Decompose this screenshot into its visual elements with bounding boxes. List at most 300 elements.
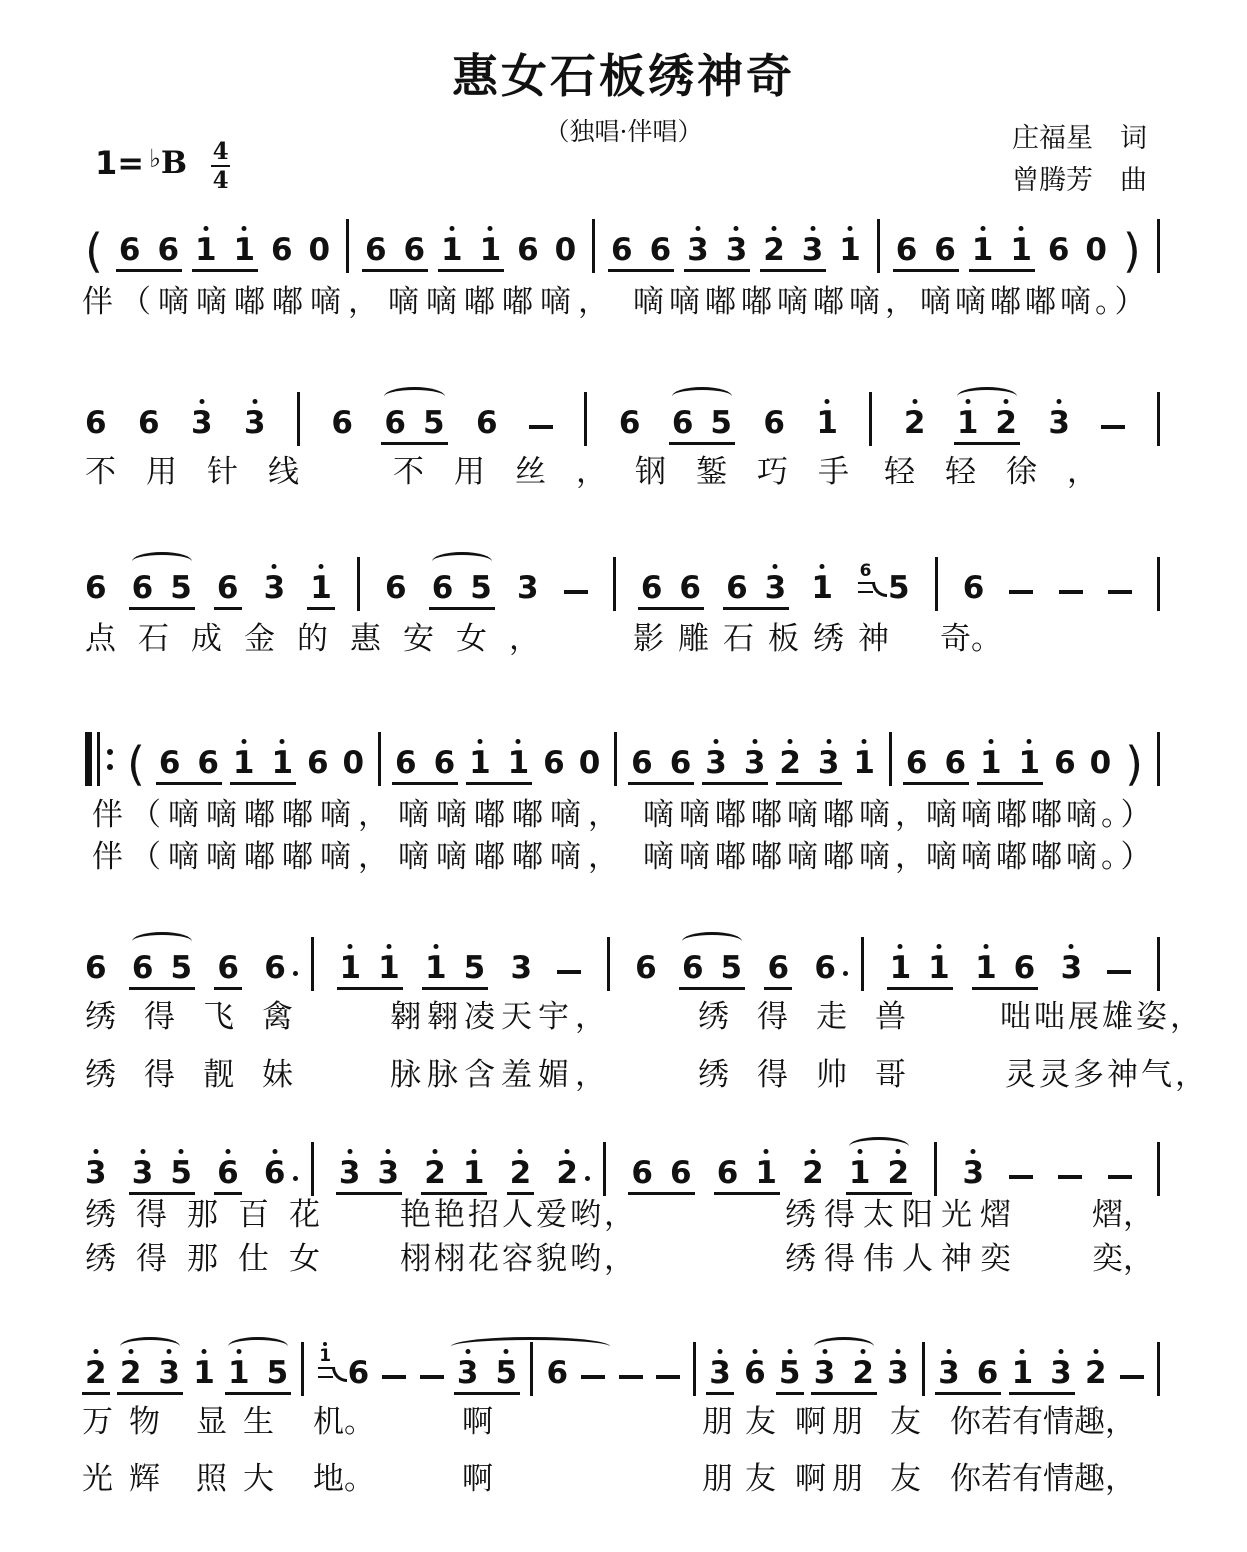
note-digit bbox=[743, 745, 766, 781]
octave-dot bbox=[433, 1149, 438, 1154]
song-title: 惠女石板绣神奇 bbox=[452, 49, 795, 103]
underline-slot bbox=[1012, 1389, 1072, 1396]
group-digits bbox=[640, 570, 701, 606]
octave-dot bbox=[93, 1149, 98, 1154]
digit: 3 bbox=[131, 1155, 154, 1191]
digit: 2 bbox=[763, 232, 785, 268]
time-unit: 4 bbox=[212, 167, 229, 194]
lyric-segment: 绣得那百花 bbox=[85, 1197, 340, 1233]
digit: 6 bbox=[394, 745, 417, 781]
group-digits bbox=[971, 232, 1032, 268]
digit: 3 bbox=[1050, 1355, 1072, 1391]
group-digits bbox=[687, 232, 748, 268]
note-digit bbox=[1047, 232, 1070, 268]
note bbox=[778, 1355, 801, 1396]
digit: 1 bbox=[232, 745, 255, 781]
digit: 6 bbox=[217, 1155, 239, 1191]
underline-slot bbox=[132, 984, 192, 991]
beam-underline bbox=[608, 269, 674, 272]
beam-group bbox=[779, 745, 840, 786]
lyric-segment: 友 bbox=[890, 1461, 921, 1497]
underline-slot bbox=[849, 1189, 909, 1196]
digit: 6 bbox=[271, 232, 293, 268]
underline-slot bbox=[469, 779, 529, 786]
note-digit bbox=[138, 405, 160, 441]
note-digit bbox=[720, 950, 743, 986]
digit: 6 bbox=[131, 950, 154, 986]
note bbox=[1060, 950, 1083, 991]
lyric-segment: 照大 bbox=[196, 1461, 290, 1497]
eighth-underline bbox=[706, 1392, 734, 1395]
grace-double-underline bbox=[318, 1367, 333, 1378]
underline-slot bbox=[264, 984, 286, 991]
octave-dot bbox=[1019, 226, 1024, 231]
digit: 6 bbox=[433, 745, 456, 781]
grace-double-underline bbox=[858, 582, 873, 593]
underline-slot bbox=[395, 779, 455, 786]
digit: 2 bbox=[119, 1355, 142, 1391]
lyric-segment: 啊 bbox=[462, 1461, 493, 1497]
lyric-segment: 绣得那仕女 bbox=[85, 1241, 340, 1277]
digit: 1 bbox=[271, 745, 294, 781]
lyric-segment: 绣得靓妹 bbox=[85, 1057, 321, 1093]
octave-dot bbox=[504, 1349, 509, 1354]
dash-rest bbox=[1101, 425, 1125, 429]
note bbox=[191, 405, 213, 446]
digit: 1 bbox=[479, 232, 502, 268]
note-digit bbox=[814, 950, 836, 986]
barline bbox=[1157, 557, 1160, 611]
beam-underline bbox=[156, 782, 222, 785]
octave-dot bbox=[857, 1149, 862, 1154]
note bbox=[1054, 745, 1076, 786]
beam-group bbox=[763, 232, 824, 273]
underline-slot bbox=[980, 779, 1040, 786]
dash-rest bbox=[656, 1375, 680, 1379]
digit: 6 bbox=[85, 570, 107, 606]
lyric-segment: 不用丝， bbox=[393, 454, 637, 490]
note-digit bbox=[384, 405, 406, 441]
note-digit bbox=[944, 745, 967, 781]
dash-rest bbox=[581, 1375, 605, 1379]
group-digits bbox=[364, 232, 426, 268]
lyric-segment: 嘀嘀嘟嘟嘀嘟嘀， bbox=[643, 797, 931, 833]
note-digit bbox=[495, 1355, 518, 1391]
octave-dot bbox=[1027, 739, 1032, 744]
underline-slot bbox=[779, 779, 839, 786]
note-digit bbox=[887, 1155, 910, 1191]
group-digits bbox=[716, 1155, 777, 1191]
underline-slot bbox=[159, 779, 219, 786]
note-digit bbox=[510, 950, 533, 986]
underline-slot bbox=[888, 604, 910, 611]
note-digit bbox=[263, 570, 286, 606]
note-digit bbox=[463, 950, 486, 986]
note-digit bbox=[928, 950, 950, 986]
group-digits bbox=[384, 405, 445, 441]
digit: 1 bbox=[848, 1155, 871, 1191]
note bbox=[903, 405, 926, 446]
digit: 5 bbox=[170, 1155, 192, 1191]
note-digit bbox=[338, 1155, 361, 1191]
note-digit bbox=[962, 1155, 985, 1191]
note bbox=[814, 950, 836, 991]
digit: 1 bbox=[928, 950, 950, 986]
note bbox=[85, 1155, 107, 1196]
dash-rest bbox=[1059, 590, 1083, 594]
barline bbox=[889, 732, 892, 786]
beam-underline bbox=[935, 1392, 1001, 1395]
digit: 0 bbox=[1085, 232, 1107, 268]
group-digits bbox=[763, 232, 824, 268]
note-digit bbox=[364, 232, 387, 268]
lyric-segment: 嘀嘀嘟嘟嘀， bbox=[398, 797, 626, 833]
octave-dot bbox=[386, 944, 391, 949]
beam-group bbox=[905, 745, 967, 786]
beam-group bbox=[671, 405, 732, 446]
digit: 6 bbox=[859, 561, 872, 581]
beam-group bbox=[956, 405, 1017, 446]
beam-group bbox=[339, 950, 400, 991]
note-digit bbox=[85, 405, 107, 441]
barline bbox=[1157, 732, 1160, 786]
beam-underline bbox=[887, 987, 953, 990]
close-paren: ) bbox=[1125, 737, 1144, 791]
underline-slot bbox=[85, 439, 107, 446]
group-digits bbox=[705, 745, 766, 781]
note-digit bbox=[853, 745, 875, 781]
digit: 6 bbox=[307, 745, 329, 781]
notes-row bbox=[85, 224, 1160, 278]
note-digit bbox=[556, 1155, 578, 1191]
lyric-segment: 绣得帅哥 bbox=[698, 1057, 934, 1093]
barline bbox=[311, 1142, 314, 1196]
close-paren: ) bbox=[1122, 224, 1141, 278]
note-digit bbox=[971, 232, 994, 268]
beam-underline bbox=[723, 607, 789, 610]
lyric-segment: 栩栩花容貌哟， bbox=[400, 1241, 638, 1277]
underline-slot bbox=[705, 779, 765, 786]
note-digit bbox=[456, 1355, 479, 1391]
beam-group bbox=[131, 1155, 192, 1196]
notes-row bbox=[85, 400, 1160, 446]
note-digit bbox=[1085, 232, 1107, 268]
note bbox=[85, 570, 107, 611]
underline-slot bbox=[310, 604, 332, 611]
digit: 1 bbox=[811, 570, 833, 606]
digit: 1 bbox=[1011, 1355, 1034, 1391]
digit: 2 bbox=[903, 405, 926, 441]
beam-underline bbox=[628, 1192, 694, 1195]
note-digit bbox=[271, 745, 294, 781]
underline-slot bbox=[816, 439, 838, 446]
underline-slot bbox=[744, 1389, 766, 1396]
note-digit bbox=[779, 745, 801, 781]
digit: 3 bbox=[687, 232, 709, 268]
octave-dot bbox=[179, 1149, 184, 1154]
note bbox=[244, 405, 266, 446]
digit: 2 bbox=[995, 405, 1017, 441]
note-digit bbox=[755, 1155, 777, 1191]
lyric-segment: 奕， bbox=[1092, 1241, 1154, 1277]
note-digit bbox=[975, 950, 997, 986]
digit: 1 bbox=[193, 1355, 215, 1391]
octave-dot bbox=[449, 226, 454, 231]
note-digit bbox=[425, 950, 447, 986]
note-digit bbox=[934, 232, 956, 268]
note-digit bbox=[1050, 1355, 1072, 1391]
octave-dot bbox=[93, 1349, 98, 1354]
beam-underline bbox=[972, 987, 1038, 990]
repeat-thin-bar bbox=[97, 732, 100, 786]
octave-dot bbox=[386, 1149, 391, 1154]
lyric-segment: 伴（嘀嘀嘟嘟嘀， bbox=[92, 839, 396, 875]
underline-slot bbox=[957, 439, 1017, 446]
digit: 1 bbox=[469, 745, 491, 781]
beam-group bbox=[848, 1155, 910, 1196]
beam-underline bbox=[129, 987, 195, 990]
group-digits bbox=[158, 745, 219, 781]
digit: 3 bbox=[1048, 405, 1070, 441]
group-digits bbox=[425, 950, 486, 986]
beam-underline bbox=[422, 987, 488, 990]
underline-slot bbox=[890, 984, 950, 991]
dash-rest bbox=[382, 1375, 406, 1379]
lyric-segment: 嘀嘀嘟嘟嘀。） bbox=[926, 797, 1156, 833]
octave-dot bbox=[825, 399, 830, 404]
underline-slot bbox=[975, 984, 1035, 991]
octave-dot bbox=[488, 226, 493, 231]
note-digit bbox=[507, 745, 530, 781]
underline-slot bbox=[543, 779, 565, 786]
beam-group bbox=[394, 745, 456, 786]
underline-slot bbox=[476, 439, 498, 446]
digit: 6 bbox=[118, 232, 141, 268]
digit: 6 bbox=[814, 950, 836, 986]
digit: 1 bbox=[194, 232, 217, 268]
dash-rest bbox=[1009, 590, 1033, 594]
note-digit bbox=[554, 232, 577, 268]
beam-group bbox=[705, 745, 766, 786]
lyric-segment: 脉脉含羞媚， bbox=[390, 1057, 612, 1093]
octave-dot bbox=[236, 1349, 241, 1354]
dash-rest bbox=[619, 1375, 643, 1379]
note-digit bbox=[839, 232, 861, 268]
underline-slot bbox=[1085, 266, 1107, 273]
digit: 1 bbox=[378, 950, 400, 986]
digit: 6 bbox=[364, 232, 387, 268]
note-digit bbox=[976, 1355, 999, 1391]
octave-dot bbox=[242, 226, 247, 231]
underline-slot bbox=[85, 604, 107, 611]
underline-slot bbox=[425, 984, 485, 991]
underline-slot bbox=[635, 984, 657, 991]
group-digits bbox=[848, 1155, 910, 1191]
underline-slot bbox=[340, 984, 400, 991]
digit: 6 bbox=[649, 232, 672, 268]
digit: 1 bbox=[975, 950, 997, 986]
note bbox=[578, 745, 601, 786]
digit: 6 bbox=[671, 405, 694, 441]
note bbox=[618, 405, 641, 446]
note bbox=[510, 950, 533, 991]
digit: 6 bbox=[635, 950, 657, 986]
note-digit bbox=[244, 405, 266, 441]
note-digit bbox=[618, 405, 641, 441]
group-digits bbox=[681, 950, 743, 986]
note bbox=[217, 950, 239, 991]
augmentation-dot bbox=[585, 1176, 590, 1181]
beam-group bbox=[131, 570, 192, 611]
note bbox=[307, 745, 329, 786]
underline-slot bbox=[385, 604, 407, 611]
digit: 3 bbox=[456, 1355, 479, 1391]
eighth-underline bbox=[214, 1192, 242, 1195]
note bbox=[554, 232, 577, 273]
group-digits bbox=[131, 1155, 192, 1191]
lyric-segment: 啊朋 bbox=[795, 1461, 869, 1497]
digit: 6 bbox=[217, 950, 239, 986]
beam-underline bbox=[337, 987, 403, 990]
digit: 2 bbox=[85, 1355, 107, 1391]
note-digit bbox=[744, 1355, 766, 1391]
octave-dot bbox=[319, 564, 324, 569]
barline bbox=[603, 1142, 606, 1196]
note bbox=[1048, 405, 1070, 446]
underline-slot bbox=[264, 604, 286, 611]
note-digit bbox=[307, 745, 329, 781]
digit: 6 bbox=[611, 232, 633, 268]
underline-slot bbox=[233, 779, 293, 786]
underline-slot bbox=[191, 439, 213, 446]
note-digit bbox=[709, 1355, 731, 1391]
grace-note-cluster bbox=[318, 1348, 370, 1396]
lyric-segment: 影雕石板绣神 bbox=[633, 621, 903, 657]
octave-dot bbox=[1058, 1349, 1063, 1354]
note-digit bbox=[962, 570, 985, 606]
lyric-segment: 嘀嘀嘟嘟嘀嘟嘀， bbox=[643, 839, 931, 875]
group-digits bbox=[131, 570, 192, 606]
digit: 6 bbox=[403, 232, 426, 268]
octave-dot bbox=[946, 1349, 951, 1354]
note-digit bbox=[264, 950, 286, 986]
octave-dot bbox=[848, 226, 853, 231]
digit: 6 bbox=[85, 950, 107, 986]
beam-group bbox=[611, 232, 672, 273]
note-digit bbox=[331, 405, 353, 441]
note bbox=[385, 570, 407, 611]
digit: 1 bbox=[425, 950, 447, 986]
digit: 5 bbox=[495, 1355, 518, 1391]
digit: 6 bbox=[716, 1155, 739, 1191]
note-digit bbox=[705, 745, 727, 781]
underline-slot bbox=[348, 1389, 370, 1396]
beam-group bbox=[975, 950, 1036, 991]
octave-dot bbox=[140, 1149, 145, 1154]
underline-slot bbox=[384, 439, 444, 446]
digit: 0 bbox=[1089, 745, 1112, 781]
beam-underline bbox=[1009, 1392, 1075, 1395]
grace-note bbox=[858, 563, 873, 593]
beam-underline bbox=[628, 782, 694, 785]
digit: 1 bbox=[979, 745, 1002, 781]
note bbox=[347, 1355, 370, 1396]
beam-group bbox=[338, 1155, 400, 1196]
barline bbox=[1157, 392, 1160, 446]
underline-slot bbox=[307, 779, 329, 786]
lyric-segment: 友 bbox=[890, 1404, 921, 1440]
group-digits bbox=[726, 570, 787, 606]
note-digit bbox=[158, 745, 181, 781]
note bbox=[887, 1355, 909, 1396]
open-paren: ( bbox=[85, 224, 103, 278]
underline-slot bbox=[906, 779, 966, 786]
note bbox=[962, 570, 985, 611]
grace-tie bbox=[332, 1367, 347, 1382]
note-digit bbox=[1084, 1355, 1107, 1391]
lyric-segment: 钢錾巧手 bbox=[635, 454, 879, 490]
group-digits bbox=[456, 1355, 518, 1391]
digit: 2 bbox=[852, 1355, 874, 1391]
note bbox=[635, 950, 657, 991]
lyric-segment: 绣得飞禽 bbox=[85, 999, 321, 1035]
digit: 3 bbox=[962, 1155, 985, 1191]
note-digit bbox=[424, 1155, 446, 1191]
grace-note-cluster bbox=[858, 563, 910, 611]
underline-slot bbox=[424, 1189, 484, 1196]
note-digit bbox=[725, 232, 748, 268]
digit: 6 bbox=[679, 570, 701, 606]
note-digit bbox=[441, 232, 463, 268]
beam-underline bbox=[702, 782, 768, 785]
note-digit bbox=[979, 745, 1002, 781]
underline-slot bbox=[726, 604, 786, 611]
note bbox=[802, 1155, 824, 1196]
slur-arc bbox=[132, 932, 192, 951]
group-digits bbox=[131, 950, 193, 986]
digit: 5 bbox=[463, 950, 486, 986]
note bbox=[217, 1155, 239, 1196]
lyric-segment: 轻轻徐， bbox=[884, 454, 1128, 490]
note bbox=[263, 1155, 286, 1196]
note bbox=[342, 745, 365, 786]
lyric-segment: 绣得走兽 bbox=[698, 999, 934, 1035]
barline bbox=[922, 1342, 925, 1396]
note bbox=[709, 1355, 731, 1396]
song-subtitle: （独唱·伴唱） bbox=[544, 117, 703, 146]
digit: 3 bbox=[263, 570, 286, 606]
lyric-segment: 你若有情趣， bbox=[950, 1461, 1136, 1497]
digit: 6 bbox=[640, 570, 663, 606]
digit: 6 bbox=[331, 405, 353, 441]
lyric-segment: 嘀嘀嘟嘟嘀嘟嘀， bbox=[633, 284, 921, 320]
digit: 6 bbox=[962, 570, 985, 606]
octave-dot bbox=[810, 226, 815, 231]
digit: 1 bbox=[956, 405, 979, 441]
note-digit bbox=[1010, 232, 1032, 268]
note bbox=[1047, 232, 1070, 273]
underline-slot bbox=[962, 1189, 984, 1196]
underline-slot bbox=[802, 1189, 824, 1196]
beam-group bbox=[131, 950, 193, 991]
note bbox=[85, 950, 107, 991]
digit: 6 bbox=[934, 232, 956, 268]
lyric-segment: 奇。 bbox=[940, 621, 1002, 657]
digit: 1 bbox=[816, 405, 838, 441]
group-digits bbox=[813, 1355, 874, 1391]
underline-slot bbox=[555, 266, 577, 273]
note bbox=[517, 232, 539, 273]
